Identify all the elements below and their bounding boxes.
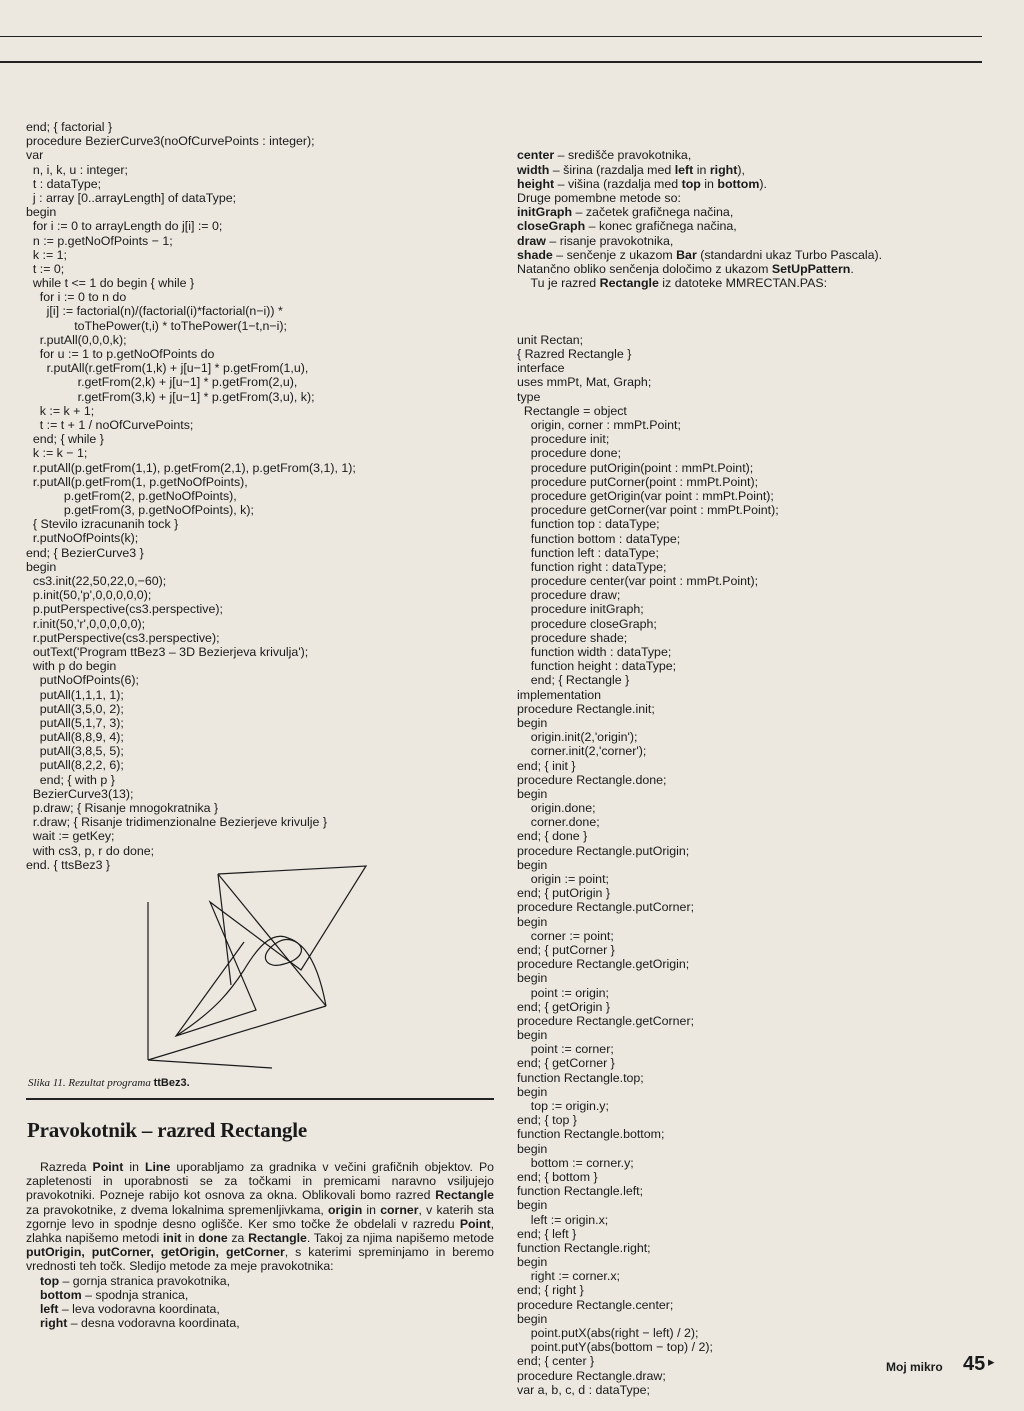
code-line: procedure shade;: [517, 630, 628, 645]
code-line: procedure getCorner(var point : mmPt.Point);: [517, 503, 779, 518]
definition-term: right: [40, 1316, 68, 1331]
definition-text: – senčenje z ukazom: [552, 247, 677, 262]
definition-term: height: [517, 176, 555, 191]
code-line: t := 0;: [26, 261, 65, 276]
code-line: p.init(50,'p',0,0,0,0,0);: [26, 588, 152, 603]
definition-text: – središče pravokotnika,: [554, 148, 692, 163]
definition-term: top: [681, 176, 701, 191]
code-line: function height : dataType;: [517, 659, 677, 674]
code-line: r.getFrom(3,k) + j[u−1] * p.getFrom(3,u), k);: [26, 389, 315, 404]
definition-term: right: [709, 162, 738, 177]
code-line: k := k + 1;: [26, 403, 95, 418]
definition-text: Tu je razred: [517, 276, 600, 291]
code-line: putAll(8,8,9, 4);: [26, 730, 124, 745]
code-line: for i := 0 to arrayLength do j[i] := 0;: [26, 219, 223, 234]
code-line: { Razred Rectangle }: [517, 347, 632, 362]
definition-line: [517, 177, 992, 191]
code-line: BezierCurve3(13);: [26, 786, 134, 801]
code-line: procedure draw;: [517, 588, 621, 603]
definition-term: draw: [517, 233, 546, 248]
code-line: end; { done }: [517, 829, 588, 844]
boundary-definition: [26, 1288, 494, 1302]
definition-text: Druge pomembne metode so:: [517, 190, 681, 205]
definition-line: [517, 234, 992, 248]
definition-term: Rectangle: [599, 276, 659, 291]
boundary-definition: [26, 1302, 494, 1316]
definition-line: [517, 262, 992, 276]
definition-term: width: [517, 162, 550, 177]
definition-text: ),: [737, 162, 745, 177]
code-line: function right : dataType;: [517, 559, 667, 574]
code-line: end; { with p }: [26, 772, 115, 787]
code-line: j[i] := factorial(n)/(factorial(i)*factorial(n−i)) *: [26, 304, 283, 319]
code-line: origin.init(2,'origin');: [517, 730, 638, 745]
paragraph-keyword: Point: [459, 1216, 491, 1231]
code-line: left := origin.x;: [517, 1212, 609, 1227]
code-line: function Rectangle.top;: [517, 1070, 644, 1085]
code-line: function Rectangle.bottom;: [517, 1127, 665, 1142]
code-line: type: [517, 389, 541, 404]
code-line: interface: [517, 361, 565, 376]
code-line: p.getFrom(3, p.getNoOfPoints), k);: [26, 503, 254, 518]
figure-control-polygon: [176, 866, 366, 1036]
code-line: corner := point;: [517, 928, 614, 943]
code-line: procedure init;: [517, 432, 610, 447]
code-line: end; { getOrigin }: [517, 999, 610, 1014]
code-line: procedure BezierCurve3(noOfCurvePoints : integer);: [26, 134, 315, 149]
definition-text: – desna vodoravna koordinata,: [67, 1316, 240, 1331]
definition-text: iz datoteke MMRECTAN.PAS:: [658, 276, 828, 291]
code-line: procedure Rectangle.getCorner;: [517, 1013, 695, 1028]
paragraph-text: . Takoj za njima napišemo metode: [306, 1231, 495, 1246]
code-line: Rectangle = object: [517, 403, 627, 418]
code-line: uses mmPt, Mat, Graph;: [517, 375, 652, 390]
paragraph-text: za pravokotnike, z dvema lokalnima spremenljivkama,: [26, 1202, 329, 1217]
section-title: Pravokotnik – razred Rectangle: [27, 1118, 307, 1142]
definition-term: shade: [517, 247, 553, 262]
code-line: begin: [517, 1141, 548, 1156]
code-line: point := origin;: [517, 985, 609, 1000]
code-line: t : dataType;: [26, 176, 102, 191]
code-line: origin.done;: [517, 801, 596, 816]
paragraph-keyword: init: [162, 1231, 182, 1246]
code-line: j : array [0..arrayLength] of dataType;: [26, 190, 237, 205]
code-line: r.putNoOfPoints(k);: [26, 531, 139, 546]
code-line: function Rectangle.left;: [517, 1184, 644, 1199]
paragraph-keyword: Rectangle: [248, 1231, 307, 1246]
code-line: end; { center }: [517, 1354, 595, 1369]
code-line: cs3.init(22,50,22,0,−60);: [26, 574, 167, 588]
code-line: r.draw; { Risanje tridimenzionalne Bezierjeve krivulje }: [26, 815, 327, 830]
code-line: begin: [517, 971, 548, 986]
paragraph-text: in: [123, 1160, 145, 1174]
paragraph-text: uporabljamo za gradnika v večini grafičnih objektov. Po zapletenosti in uporabnosti se za točkami in premicami naravno vsiljujejo pravokotniki. Pozneje rabijo kot osnova za okna. Oblikovali bomo razred: [26, 1160, 495, 1203]
code-line: begin: [517, 1255, 548, 1270]
code-line: with cs3, p, r do done;: [26, 843, 155, 858]
code-line: var: [26, 148, 44, 163]
boundary-definitions: [26, 1274, 494, 1331]
code-line: begin: [26, 205, 57, 220]
code-line: right := corner.x;: [517, 1269, 620, 1284]
left-code-listing: [26, 120, 496, 872]
code-line: putAll(3,8,5, 5);: [26, 744, 124, 759]
code-line: begin: [26, 559, 57, 574]
code-line: procedure putCorner(point : mmPt.Point);: [517, 474, 759, 489]
code-line: { Stevilo izracunanih tock }: [26, 517, 179, 532]
code-line: t := t + 1 / noOfCurvePoints;: [26, 417, 194, 432]
code-line: point := corner;: [517, 1042, 614, 1057]
definition-term: Bar: [676, 247, 697, 262]
definition-text: – začetek grafičnega načina,: [572, 205, 734, 220]
paragraph-text: in: [362, 1202, 381, 1217]
code-line: p.putPerspective(cs3.perspective);: [26, 602, 223, 617]
code-line: top := origin.y;: [517, 1099, 609, 1113]
paragraph-keyword: Line: [145, 1160, 171, 1174]
definition-text: in: [693, 162, 710, 177]
definition-term: center: [517, 148, 555, 163]
code-line: outText('Program ttBez3 – 3D Bezierjeva krivulja');: [26, 644, 309, 659]
code-line: end; { init }: [517, 758, 576, 773]
paragraph-text: , s katerimi spreminjamo in beremo vrednosti teh točk. Sledijo metode za meje pravokotnika:: [26, 1245, 494, 1274]
code-line: end; { top }: [517, 1113, 577, 1128]
section-body: [26, 1160, 494, 1330]
code-line: for u := 1 to p.getNoOfPoints do: [26, 347, 215, 361]
code-line: k := k − 1;: [26, 446, 88, 461]
right-column: [517, 120, 992, 1411]
code-line: begin: [517, 786, 548, 801]
paragraph-keyword: done: [198, 1231, 228, 1246]
paragraph-keyword: origin: [328, 1202, 363, 1217]
code-line: function left : dataType;: [517, 545, 659, 560]
code-line: while t <= 1 do begin { while }: [26, 276, 195, 291]
code-line: r.putPerspective(cs3.perspective);: [26, 630, 220, 645]
definition-text: – konec grafičnega načina,: [585, 219, 737, 234]
code-line: procedure Rectangle.center;: [517, 1297, 674, 1312]
definition-line: [517, 205, 992, 219]
definition-line: [517, 219, 992, 233]
code-line: p.draw; { Risanje mnogokratnika }: [26, 801, 219, 815]
code-line: wait := getKey;: [26, 829, 115, 844]
definition-text: .: [850, 261, 854, 276]
code-line: end; { right }: [517, 1283, 584, 1298]
code-line: end; { while }: [26, 432, 104, 447]
paragraph-text: Razreda: [40, 1160, 93, 1174]
code-line: r.putAll(p.getFrom(1,1), p.getFrom(2,1), p.getFrom(3,1), 1);: [26, 460, 356, 475]
top-rule-thin: [0, 36, 982, 37]
code-line: begin: [517, 1198, 548, 1213]
intro-paragraph: [26, 1160, 494, 1274]
code-line: toThePower(t,i) * toThePower(1−t,n−i);: [26, 318, 287, 333]
paragraph-text: , v katerih sta zgornje levo in spodnje desno oglišče. Ker smo točke že obdelali v razredu: [26, 1202, 494, 1231]
definition-term: closeGraph: [517, 219, 586, 234]
paragraph-keyword: putOrigin, putCorner, getOrigin, getCorner: [26, 1245, 285, 1260]
code-line: end; { getCorner }: [517, 1056, 615, 1071]
definition-text: ).: [759, 176, 767, 191]
caption-program: ttBez3.: [153, 1077, 190, 1089]
code-line: end; { left }: [517, 1226, 577, 1241]
code-line: procedure Rectangle.getOrigin;: [517, 957, 690, 972]
code-line: n, i, k, u : integer;: [26, 162, 128, 177]
section-rule: [26, 1098, 494, 1100]
code-line: function top : dataType;: [517, 517, 660, 532]
boundary-definition: [26, 1274, 494, 1288]
continue-arrow-icon: ▸: [988, 1354, 995, 1369]
paragraph-text: in: [181, 1231, 199, 1246]
code-line: procedure Rectangle.draw;: [517, 1368, 666, 1383]
code-line: begin: [517, 1084, 548, 1099]
page-number: 45: [963, 1353, 986, 1375]
method-definitions: [517, 148, 992, 290]
code-line: corner.done;: [517, 815, 600, 830]
code-line: p.getFrom(2, p.getNoOfPoints),: [26, 488, 237, 503]
definition-line: [517, 148, 992, 162]
code-line: n := p.getNoOfPoints − 1;: [26, 233, 173, 248]
definition-line: [517, 163, 992, 177]
paragraph-keyword: corner: [380, 1202, 419, 1217]
code-line: procedure done;: [517, 446, 622, 461]
top-rule-thick: [0, 61, 982, 63]
code-line: end; { bottom }: [517, 1169, 598, 1184]
code-line: procedure Rectangle.putOrigin;: [517, 843, 690, 858]
code-line: end; { factorial }: [26, 120, 113, 134]
code-line: end; { putCorner }: [517, 942, 615, 957]
code-line: origin, corner : mmPt.Point;: [517, 418, 681, 432]
code-line: procedure center(var point : mmPt.Point);: [517, 574, 759, 589]
definition-term: top: [40, 1273, 60, 1288]
code-line: end; { Rectangle }: [517, 673, 630, 688]
code-line: var a, b, c, d : dataType;: [517, 1382, 650, 1397]
definition-term: initGraph: [517, 205, 573, 220]
definition-term: bottom: [40, 1287, 82, 1302]
code-line: implementation: [517, 687, 602, 702]
paragraph-text: , zlahka napišemo metodi: [26, 1216, 494, 1246]
figure-axis-horizontal: [148, 1060, 272, 1068]
code-line: corner.init(2,'corner');: [517, 744, 647, 759]
code-line: putAll(1,1,1, 1);: [26, 687, 124, 702]
definition-line: [517, 248, 992, 262]
code-line: begin: [517, 715, 548, 730]
definition-term: left: [674, 162, 694, 177]
definition-text: Natančno obliko senčenja določimo z ukazom: [517, 261, 772, 276]
code-line: procedure initGraph;: [517, 602, 644, 617]
magazine-name: Moj mikro: [886, 1360, 943, 1374]
code-line: procedure putOrigin(point : mmPt.Point);: [517, 460, 754, 475]
caption-label: Slika 11. Rezultat programa: [28, 1077, 151, 1089]
definition-text: – leva vodoravna koordinata,: [58, 1302, 220, 1316]
paragraph-keyword: Rectangle: [435, 1188, 494, 1203]
code-line: procedure Rectangle.init;: [517, 701, 655, 716]
code-line: point.putY(abs(bottom − top) / 2);: [517, 1340, 713, 1355]
boundary-definition: [26, 1316, 494, 1330]
definition-term: SetUpPattern: [771, 261, 851, 276]
code-line: for i := 0 to n do: [26, 290, 127, 305]
definition-text: – gornja stranica pravokotnika,: [59, 1273, 231, 1288]
definition-text: – širina (razdalja med: [549, 162, 675, 177]
definition-term: left: [40, 1302, 59, 1316]
definition-line: [517, 191, 992, 205]
code-line: procedure Rectangle.done;: [517, 772, 667, 787]
code-line: end; { putOrigin }: [517, 886, 610, 901]
code-line: point.putX(abs(right − left) / 2);: [517, 1326, 699, 1340]
code-line: r.init(50,'r',0,0,0,0,0);: [26, 616, 146, 631]
code-line: k := 1;: [26, 247, 67, 262]
rectangle-unit-listing: [517, 319, 992, 1397]
code-line: putAll(8,2,2, 6);: [26, 758, 124, 773]
code-line: function bottom : dataType;: [517, 531, 681, 546]
figure-axis-diagonal: [148, 1006, 326, 1060]
code-line: r.getFrom(2,k) + j[u−1] * p.getFrom(2,u),: [26, 375, 298, 390]
code-line: putAll(5,1,7, 3);: [26, 715, 124, 730]
code-line: end. { ttsBez3 }: [26, 857, 111, 872]
definition-text: – višina (razdalja med: [554, 176, 682, 191]
figure-caption: [28, 1077, 190, 1089]
code-line: unit Rectan;: [517, 332, 584, 347]
figure-bezier-curve: [176, 936, 326, 1036]
paragraph-text: za: [227, 1231, 249, 1246]
code-line: begin: [517, 1028, 548, 1043]
code-line: r.putAll(0,0,0,k);: [26, 332, 127, 347]
paragraph-keyword: Point: [92, 1160, 124, 1174]
code-line: with p do begin: [26, 659, 117, 674]
code-line: r.putAll(r.getFrom(1,k) + j[u−1] * p.getFrom(1,u),: [26, 361, 309, 376]
definition-text: – spodnja stranica,: [81, 1287, 189, 1302]
code-line: function Rectangle.right;: [517, 1240, 651, 1255]
bezier-curve-figure: [26, 860, 486, 1078]
definition-term: bottom: [717, 176, 760, 191]
code-line: putNoOfPoints(6);: [26, 673, 139, 688]
code-line: procedure Rectangle.putCorner;: [517, 900, 695, 915]
code-line: end; { BezierCurve3 }: [26, 545, 144, 560]
code-line: putAll(3,5,0, 2);: [26, 701, 124, 716]
code-line: function width : dataType;: [517, 645, 672, 659]
code-line: begin: [517, 914, 548, 929]
definition-text: (standardni ukaz Turbo Pascala).: [696, 247, 883, 262]
code-line: procedure closeGraph;: [517, 616, 657, 631]
code-line: origin := point;: [517, 872, 609, 886]
code-line: begin: [517, 857, 548, 872]
code-line: [517, 319, 992, 333]
code-line: procedure getOrigin(var point : mmPt.Point);: [517, 488, 774, 503]
definition-text: – risanje pravokotnika,: [545, 233, 674, 248]
code-line: begin: [517, 1311, 548, 1326]
definition-text: in: [700, 176, 718, 191]
code-line: r.putAll(p.getFrom(1, p.getNoOfPoints),: [26, 474, 248, 489]
definition-line: [517, 276, 992, 290]
code-line: bottom := corner.y;: [517, 1155, 634, 1170]
